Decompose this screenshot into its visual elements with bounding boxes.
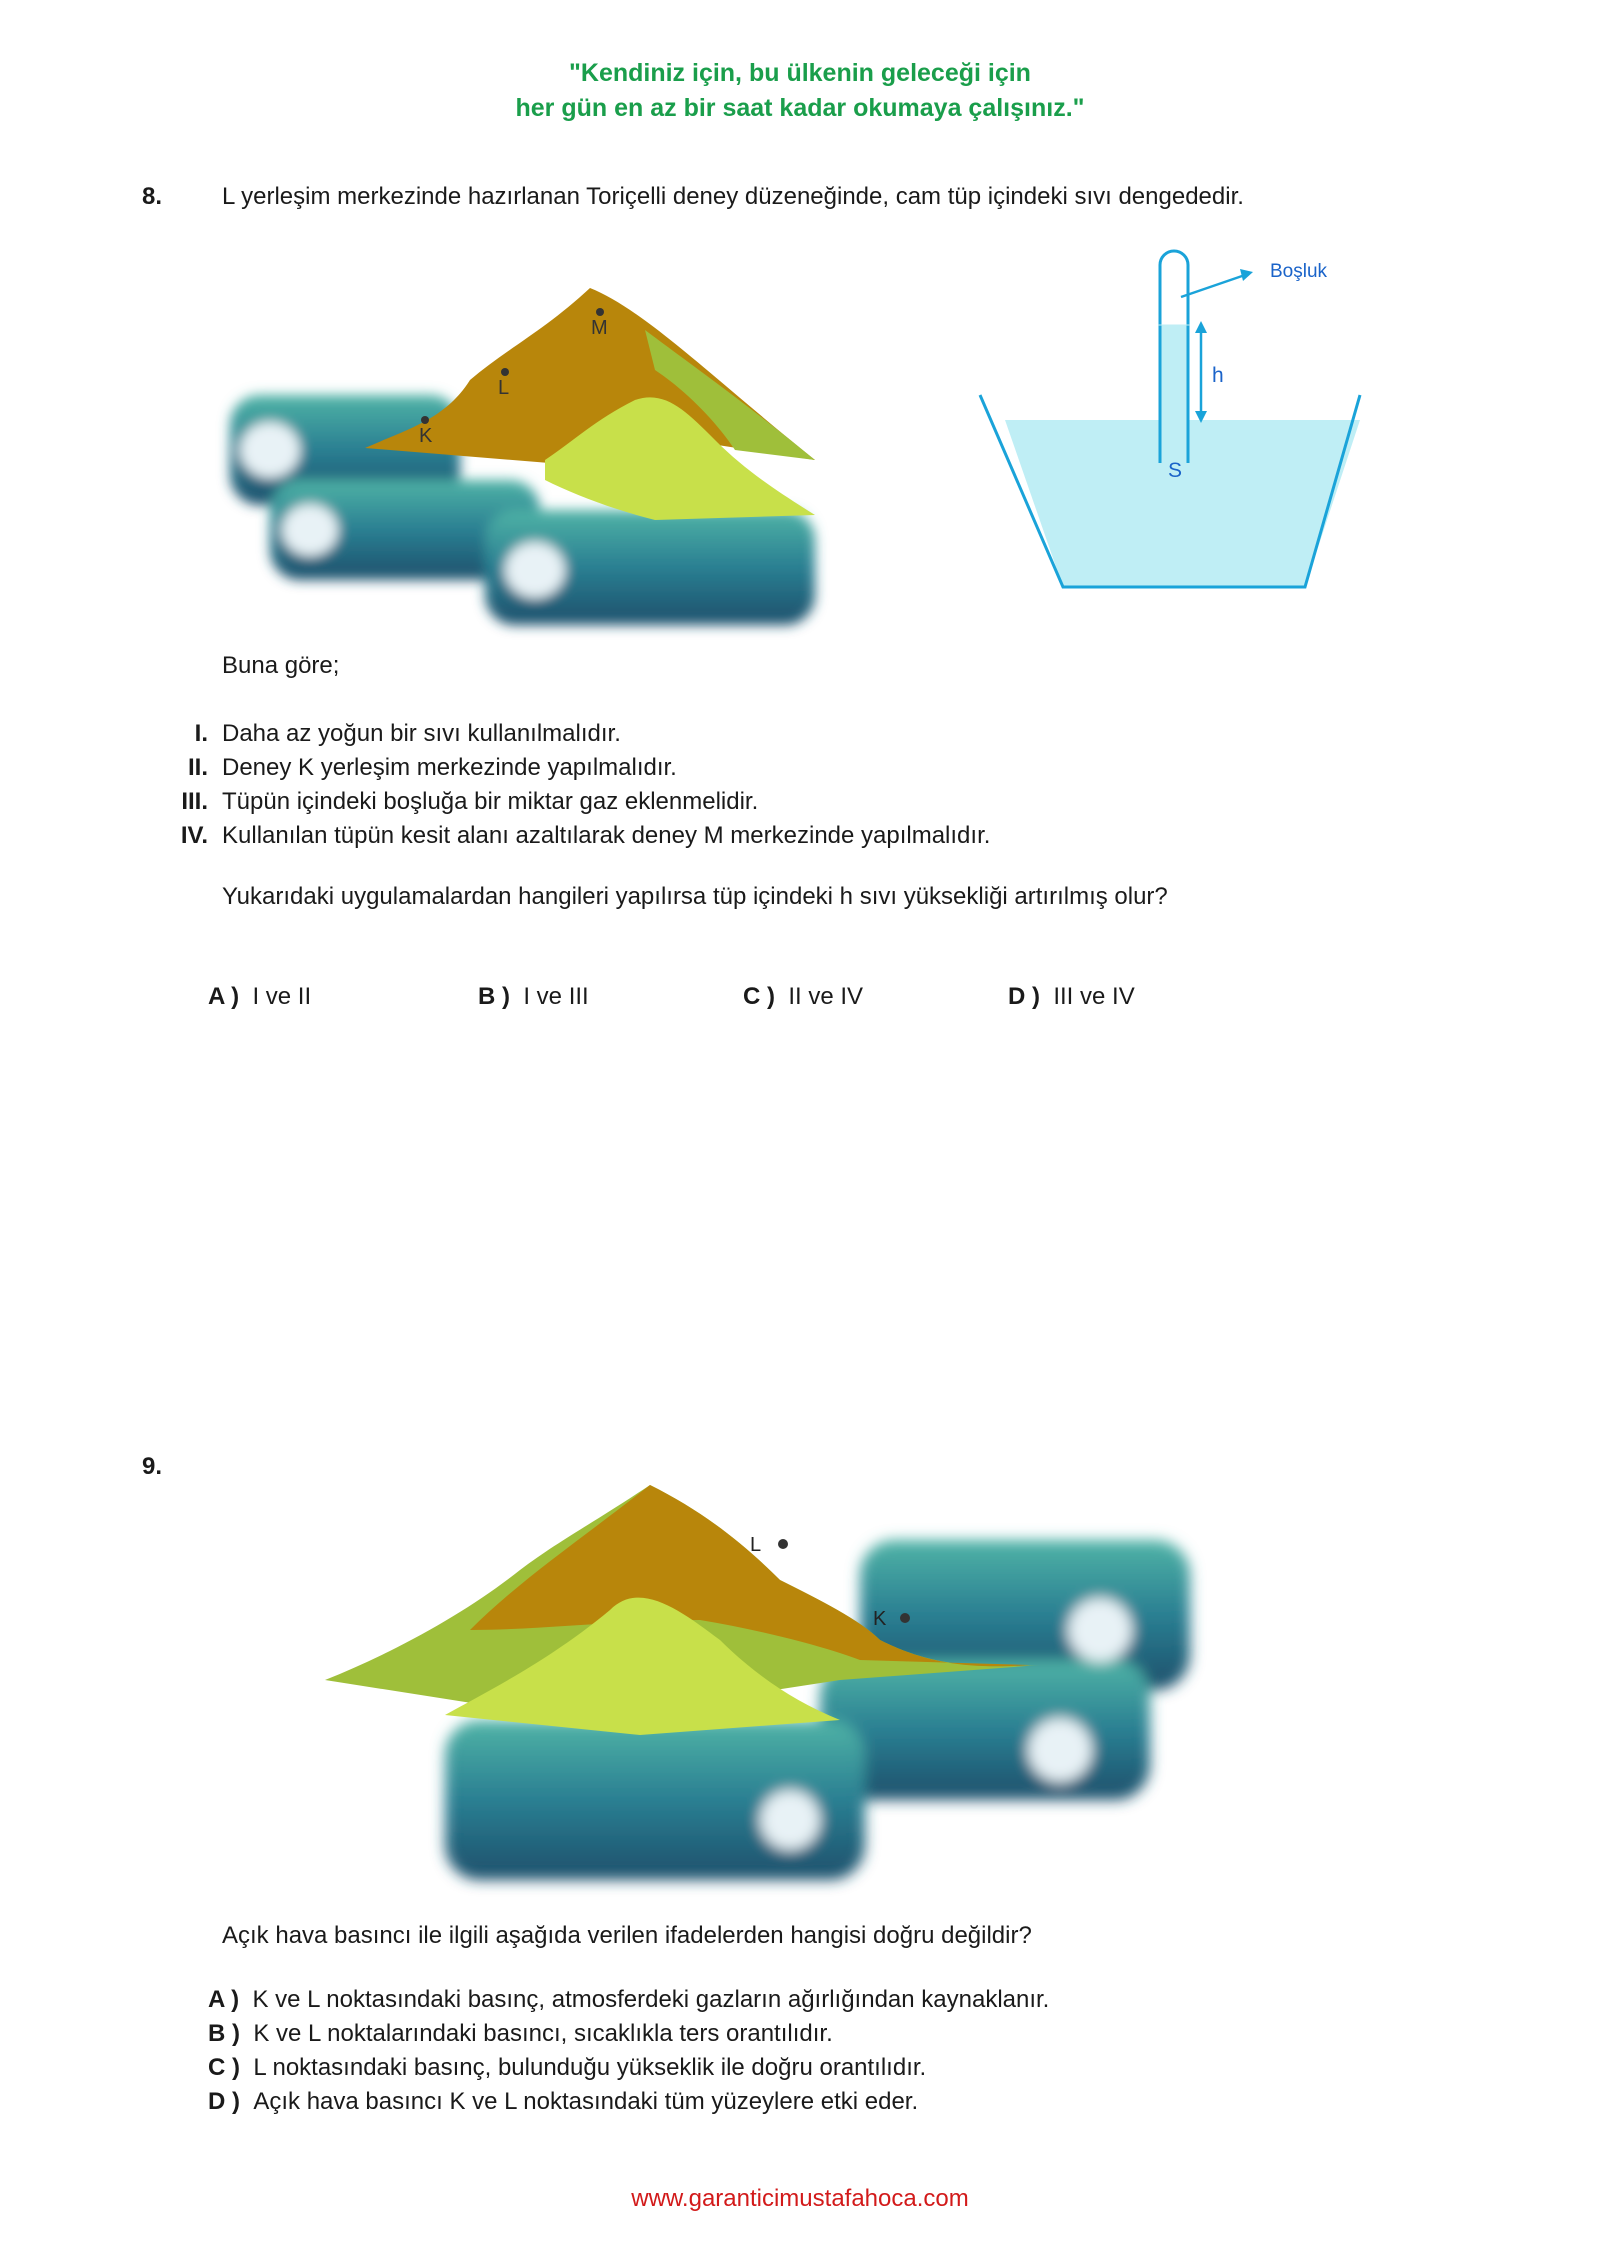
- item-text: Daha az yoğun bir sıvı kullanılmalıdır.: [222, 720, 621, 747]
- option-letter: C ): [743, 983, 775, 1010]
- list-item: [150, 785, 990, 819]
- option-letter: B ): [208, 2020, 240, 2047]
- option-letter: A ): [208, 983, 240, 1010]
- question-8-lead: Buna göre;: [222, 652, 340, 679]
- item-text: Tüpün içindeki boşluğa bir miktar gaz eklenmelidir.: [222, 788, 759, 815]
- point-l-marker: [501, 368, 509, 376]
- option-text: L noktasındaki basınç, bulunduğu yükseklik ile doğru orantılıdır.: [253, 2054, 927, 2081]
- question-8-items: [150, 717, 990, 853]
- q8-option-d[interactable]: [1008, 983, 1135, 1011]
- h-label: h: [1212, 364, 1224, 387]
- option-letter: C ): [208, 2054, 240, 2081]
- option-letter: D ): [1008, 983, 1040, 1010]
- item-text: Kullanılan tüpün kesit alanı azaltılarak deney M merkezinde yapılmalıdır.: [222, 822, 991, 849]
- question-8-stem: L yerleşim merkezinde hazırlanan Toriçelli deney düzeneğinde, cam tüp içindeki sıvı dengededir.: [222, 183, 1244, 210]
- question-9-options: [208, 1983, 1049, 2119]
- question-9-number: 9.: [142, 1453, 163, 1480]
- label-l: L: [750, 1534, 762, 1556]
- torricelli-apparatus: [975, 245, 1375, 595]
- island-figure-q8: [215, 270, 855, 640]
- s-label: S: [1168, 459, 1183, 482]
- q8-option-a[interactable]: [208, 983, 311, 1011]
- question-9-question: Açık hava basıncı ile ilgili aşağıda verilen ifadelerden hangisi doğru değildir?: [222, 1922, 1032, 1949]
- q9-option-d[interactable]: [208, 2085, 1049, 2119]
- point-m-marker: [596, 308, 604, 316]
- item-roman: II.: [187, 754, 208, 781]
- q8-option-c[interactable]: [743, 983, 863, 1011]
- motto-line-2: her gün en az bir saat kadar okumaya çalışınız.": [515, 94, 1085, 122]
- option-text: I ve II: [252, 983, 312, 1010]
- option-text: II ve IV: [788, 983, 864, 1010]
- item-roman: III.: [181, 788, 208, 815]
- option-text: I ve III: [523, 983, 589, 1010]
- option-letter: D ): [208, 2088, 240, 2115]
- island-figure-q9: [320, 1470, 1220, 1900]
- item-roman: I.: [194, 720, 208, 747]
- q9-option-a[interactable]: [208, 1983, 1049, 2017]
- list-item: [150, 717, 990, 751]
- bosluk-arrow: [1181, 275, 1245, 297]
- list-item: [150, 751, 990, 785]
- option-text: K ve L noktasındaki basınç, atmosferdeki gazların ağırlığından kaynaklanır.: [252, 1986, 1050, 2013]
- label-l: L: [498, 377, 510, 399]
- option-letter: B ): [478, 983, 510, 1010]
- label-k: K: [873, 1608, 887, 1630]
- bosluk-label: Boşluk: [1270, 261, 1328, 282]
- q9-option-b[interactable]: [208, 2017, 1049, 2051]
- point-l-marker: [778, 1539, 788, 1549]
- point-k-marker: [900, 1613, 910, 1623]
- question-8-question: Yukarıdaki uygulamalardan hangileri yapılırsa tüp içindeki h sıvı yüksekliği artırılmış olur?: [222, 883, 1168, 910]
- question-8-number: 8.: [142, 183, 163, 210]
- option-letter: A ): [208, 1986, 240, 2013]
- label-k: K: [419, 425, 433, 447]
- q8-option-b[interactable]: [478, 983, 589, 1011]
- motto-line-1: "Kendiniz için, bu ülkenin geleceği için: [569, 59, 1031, 87]
- q9-option-c[interactable]: [208, 2051, 1049, 2085]
- option-text: Açık hava basıncı K ve L noktasındaki tüm yüzeylere etki eder.: [253, 2088, 919, 2115]
- option-text: K ve L noktalarındaki basıncı, sıcaklıkla ters orantılıdır.: [253, 2020, 833, 2047]
- footer-url[interactable]: www.garanticimustafahoca.com: [631, 2185, 969, 2212]
- item-roman: IV.: [180, 822, 208, 849]
- list-item: [150, 819, 990, 853]
- option-text: III ve IV: [1053, 983, 1135, 1010]
- item-text: Deney K yerleşim merkezinde yapılmalıdır.: [222, 754, 677, 781]
- point-k-marker: [421, 416, 429, 424]
- label-m: M: [591, 317, 608, 339]
